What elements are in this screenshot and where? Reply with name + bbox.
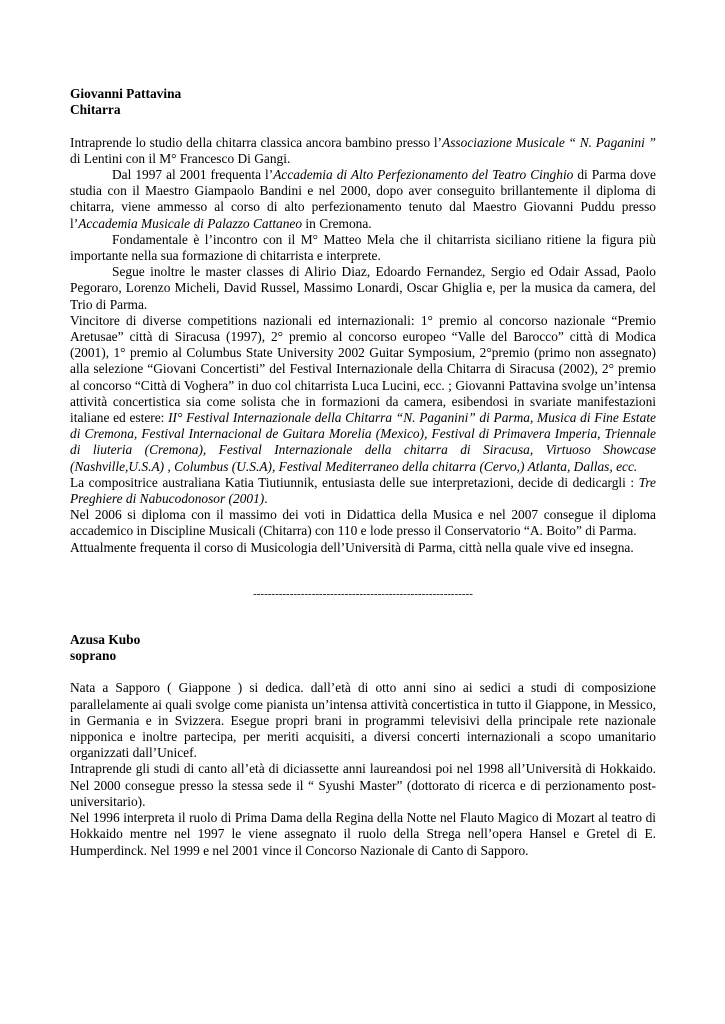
- paragraph-roles: Nel 1996 interpreta il ruolo di Prima Dama della Regina della Notte nel Flauto Magico di Mozart al teatro di Hokkaido mentre nel 1997 le viene assegnato il ruolo della Strega nell’opera Hansel e Gretel di E. Humperdinck. Nel 1999 e nel 2001 vince il Concorso Nazionale di Canto di Sapporo.: [70, 810, 656, 858]
- section-separator: ------------------------------------------------------------: [253, 587, 473, 600]
- paragraph-current: Attualmente frequenta il corso di Musicologia dell’Università di Parma, città nella quale vive ed insegna.: [70, 539, 634, 555]
- text-run: di Lentini con il M° Francesco Di Gangi.: [70, 150, 291, 166]
- spacer: [70, 118, 656, 134]
- text-run: La compositrice australiana Katia Tiutiunnik, entusiasta delle sue interpretazioni, decide di dedicargli :: [70, 474, 639, 490]
- biography-pattavina: [70, 86, 656, 556]
- paragraph-mela: Fondamentale è l’incontro con il M° Matteo Mela che il chitarrista siciliano ritiene la figura più importante nella sua formazione di chitarrista e interprete.: [70, 231, 656, 264]
- paragraph-master-classes: Segue inoltre le master classes di Alirio Diaz, Edoardo Fernandez, Sergio ed Odair Assad, Paolo Pegoraro, Lorenzo Micheli, David Russel, Massimo Lonardi, Oscar Ghiglia e, per la musica da camera, del Trio di Parma.: [70, 264, 656, 312]
- paragraph-singing-studies: Intraprende gli studi di canto all’età di diciassette anni laureandosi poi nel 1998 all’Università di Hokkaido. Nel 2000 consegue presso la stessa sede il “ Syushi Master” (dottorato di ricerca e di perzionamento post-universitario).: [70, 761, 656, 809]
- artist-role: soprano: [70, 648, 117, 664]
- biography-kubo: [70, 632, 656, 859]
- spacer: [70, 664, 656, 680]
- artist-name: Giovanni Pattavina: [70, 86, 182, 101]
- text-run: di Parma dove studia con il Maestro Giampaolo Bandini e nel 2000, dopo aver conseguito brillantemente il diploma di chitarra, viene ammesso al corso di alto perfezionamento tenuto dal Maestro Giovanni Puddu presso l’: [70, 167, 656, 231]
- paragraph-composer: [70, 475, 656, 507]
- text-run: Vincitore di diverse competitions nazionali ed internazionali: 1° premio al concorso nazionale “Premio Aretusae” città di Siracusa (1997), 2° premio al concorso europeo “Valle del Barocco” città di Modica (2001), 1° premio al Columbus State University 2002 Guitar Symposium, 2°premio (primo non assegnato) alla selezione “Giovani Concertisti” del Festival Internazionale della Chitarra di Siracusa (2002), 2° premio al concorso “Città di Voghera” in duo col chitarrista Luca Lucini, ecc. ; Giovanni Pattavina svolge un’intensa attività concertistica sia come solista che in formazioni da camera, esibendosi in svariate manifestazioni italiane ed estere:: [70, 312, 656, 426]
- paragraph-early-studies: [70, 135, 656, 167]
- italic-run: Associazione Musicale “ N. Paganini ”: [442, 134, 656, 150]
- italic-run: Accademia di Alto Perfezionamento del Teatro Cinghio: [273, 167, 574, 182]
- text-run: Dal 1997 al 2001 frequenta l’: [112, 167, 274, 182]
- italic-run: Accademia Musicale di Palazzo Cattaneo: [78, 215, 303, 231]
- text-run: in Cremona.: [302, 215, 372, 231]
- text-run: .: [264, 491, 268, 507]
- text-run: Intraprende lo studio della chitarra classica ancora bambino presso l’: [70, 134, 443, 150]
- italic-run: Tre Preghiere di Nabucodonosor (2001): [70, 474, 656, 507]
- paragraph-origins: Nata a Sapporo ( Giappone ) si dedica. dall’età di otto anni sino ai sedici a studi di composizione parallelamente ai quali svolge come pianista un’intensa attività concertistica in tutto il Giappone, in Messico, in Germania e in Svizzera. Esegue propri brani in programmi televisivi della principale rete nazionale nipponica e inoltre partecipa, per meriti acquisiti, a diversi concerti internazionali a scopo umanitario organizzati dall’Unicef.: [70, 680, 656, 761]
- paragraph-diploma: Nel 2006 si diploma con il massimo dei voti in Didattica della Musica e nel 2007 consegue il diploma accademico in Discipline Musicali (Chitarra) con 110 e lode presso il Conservatorio “A. Boito” di Parma.: [70, 507, 656, 539]
- paragraph-competitions: [70, 313, 656, 475]
- italic-run: II° Festival Internazionale della Chitarra “N. Paganini” di Parma, Musica di Fine Estate di Cremona, Festival Internacional de Guitara Morelia (Mexico), Festival di Primavera Imperia, Triennale di liuteria (Cremona), Festival Internazionale della chitarra di Siracusa, Virtuoso Showcase (Nashville,U.S.A) , Columbus (U.S.A), Festival Mediterraneo della chitarra (Cervo,) Atlanta, Dallas, ecc.: [70, 410, 656, 474]
- artist-role: Chitarra: [70, 102, 121, 118]
- paragraph-academy: [70, 167, 656, 232]
- artist-name: Azusa Kubo: [70, 631, 141, 647]
- document-page: [70, 86, 656, 859]
